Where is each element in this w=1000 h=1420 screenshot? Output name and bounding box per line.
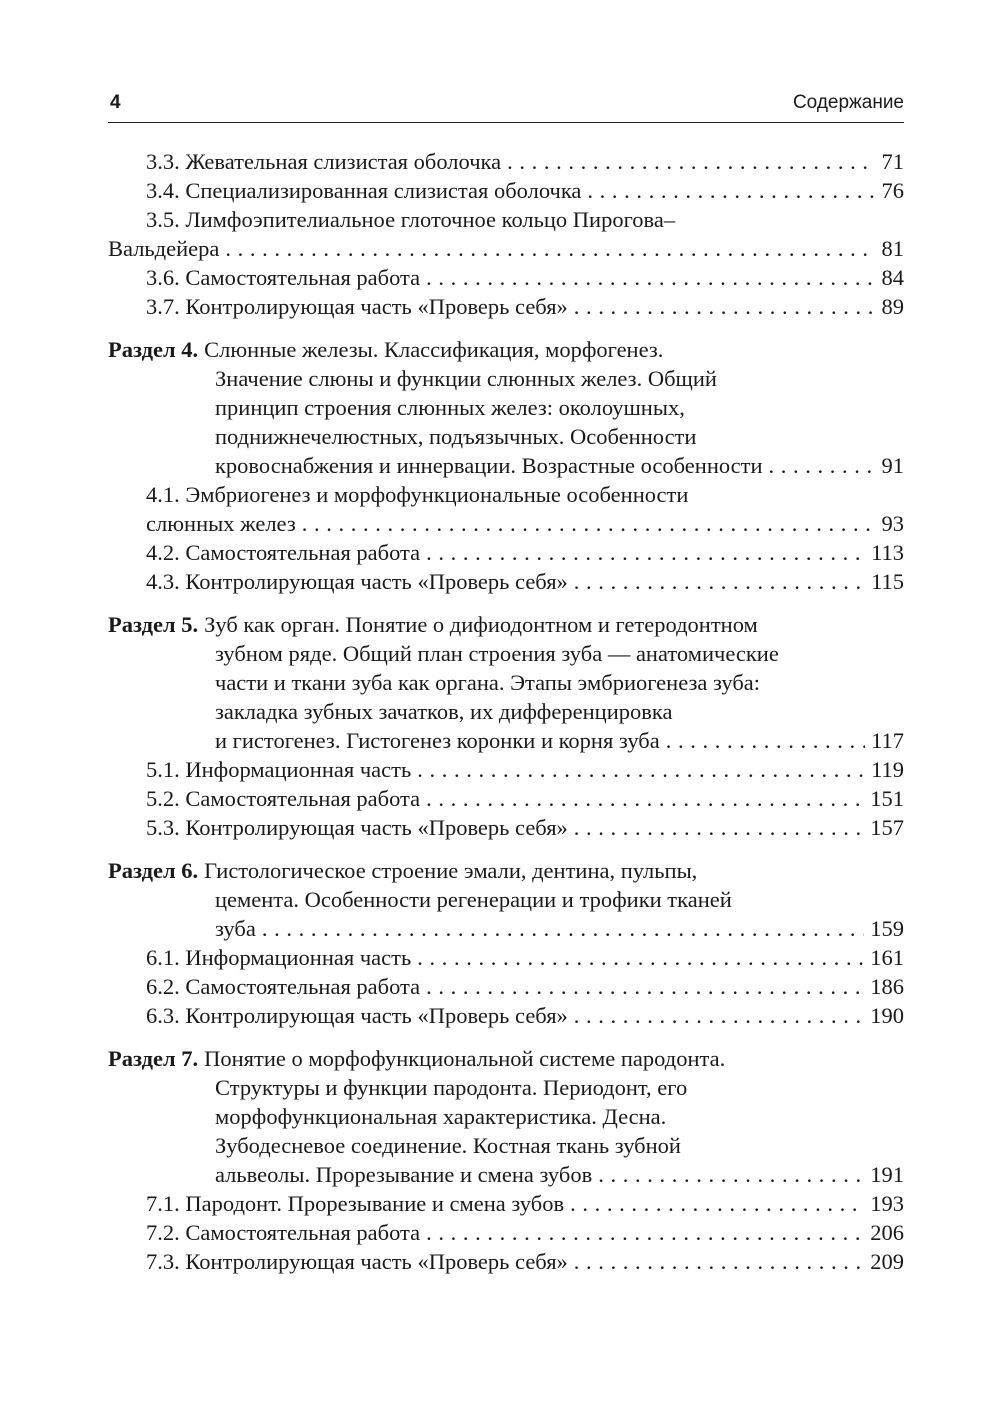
toc-entry[interactable]: 3.6. Самостоятельная работа . . . 84 <box>108 263 904 292</box>
running-title: Содержание <box>792 92 904 113</box>
toc-page-number: 151 <box>870 786 904 811</box>
toc-entry[interactable]: 6.1. Информационная часть . . . 161 <box>108 943 904 972</box>
toc-entry[interactable]: 5.3. Контролирующая часть «Проверь себя» . . . 157 <box>108 813 904 842</box>
running-header <box>108 88 904 123</box>
toc-page-number: 161 <box>870 945 904 970</box>
table-of-contents <box>108 147 904 1290</box>
section-label: Раздел 7. <box>108 1046 199 1071</box>
toc-entry[interactable]: 5.1. Информационная часть . . . 119 <box>108 755 904 784</box>
toc-entry[interactable]: 6.2. Самостоятельная работа . . . 186 <box>108 972 904 1001</box>
toc-entry[interactable]: 7.3. Контролирующая часть «Проверь себя» . . . 209 <box>108 1247 904 1276</box>
toc-section-5: Раздел 5. Зуб как орган. Понятие о дифиодонтном и гетеродонтном зубном ряде. Общий план строения зуба — анатомические части и ткани зуба как органа. Этапы эмбриогенеза зуба: закладка зубных зачатков, их дифференцировка и гистогенез. Гистогенез коронки и корня зуба . . . 117 5.1. Информационная часть . . . 119 5.2. Самостоятельная работа . . . 151 5.3. Контролирующая часть «Проверь себя» . . . 157 <box>108 610 904 842</box>
toc-entry[interactable]: 3.7. Контролирующая часть «Проверь себя» . . . 89 <box>108 292 904 321</box>
toc-page-number: 157 <box>870 815 904 840</box>
toc-page-number: 186 <box>870 974 904 999</box>
toc-entry[interactable]: 7.2. Самостоятельная работа . . . 206 <box>108 1218 904 1247</box>
toc-entry[interactable]: 3.5. Лимфоэпителиальное глоточное кольцо Пирогова– <box>146 207 676 232</box>
toc-page-number: 76 <box>881 178 904 203</box>
toc-page-number: 93 <box>881 511 904 536</box>
toc-page-number: 71 <box>881 149 904 174</box>
toc-page-number: 190 <box>870 1003 904 1028</box>
toc-page-number: 193 <box>870 1191 904 1216</box>
toc-entry[interactable]: 3.3. Жевательная слизистая оболочка . . . 71 <box>108 147 904 176</box>
toc-page-number: 191 <box>870 1162 904 1187</box>
toc-section-7: Раздел 7. Понятие о морфофункциональной системе пародонта. Структуры и функции пародонта. Периодонт, его морфофункциональная характеристика. Десна. Зубодесневое соединение. Костная ткань зубной альвеолы. Прорезывание и смена зубов . . . 191 7.1. Пародонт. Прорезывание и смена зубов . . . 193 7.2. Самостоятельная работа . . . 206 7.3. Контролирующая часть «Проверь себя» . . . 209 <box>108 1044 904 1276</box>
toc-entry[interactable]: 5.2. Самостоятельная работа . . . 151 <box>108 784 904 813</box>
toc-page-number: 113 <box>871 540 904 565</box>
toc-page-number: 209 <box>870 1249 904 1274</box>
toc-page-number: 119 <box>871 757 904 782</box>
toc-entry[interactable]: 4.2. Самостоятельная работа . . . 113 <box>108 538 904 567</box>
toc-entry-continuation[interactable]: слюнных желез . . . 93 <box>108 509 904 538</box>
toc-page-number: 91 <box>881 453 904 478</box>
toc-entry[interactable]: 4.3. Контролирующая часть «Проверь себя» . . . 115 <box>108 567 904 596</box>
toc-page-number: 81 <box>881 236 904 261</box>
toc-page-number: 115 <box>871 569 904 594</box>
toc-entry[interactable]: 6.3. Контролирующая часть «Проверь себя» . . . 190 <box>108 1001 904 1030</box>
toc-entry-continuation[interactable]: Вальдейера . . . 81 <box>108 234 904 263</box>
page-number: 4 <box>110 92 121 113</box>
toc-section-6: Раздел 6. Гистологическое строение эмали, дентина, пульпы, цемента. Особенности регенерации и трофики тканей зуба . . . 159 6.1. Информационная часть . . . 161 6.2. Самостоятельная работа . . . 186 6.3. Контролирующая часть «Проверь себя» . . . 190 <box>108 856 904 1030</box>
section-label: Раздел 5. <box>108 612 199 637</box>
section-label: Раздел 6. <box>108 858 199 883</box>
section-label: Раздел 4. <box>108 337 199 362</box>
toc-entry[interactable]: 7.1. Пародонт. Прорезывание и смена зубов . . . 193 <box>108 1189 904 1218</box>
toc-section-heading[interactable]: Раздел 4. Слюнные железы. Классификация, морфогенез. <box>108 337 664 362</box>
toc-section-heading[interactable]: Раздел 5. Зуб как орган. Понятие о дифиодонтном и гетеродонтном <box>108 612 758 637</box>
toc-page-number: 159 <box>870 916 904 941</box>
toc-entry[interactable]: 4.1. Эмбриогенез и морфофункциональные особенности <box>146 482 689 507</box>
toc-section-heading[interactable]: Раздел 6. Гистологическое строение эмали, дентина, пульпы, <box>108 858 698 883</box>
toc-page-number: 84 <box>881 265 904 290</box>
toc-entry[interactable]: 3.4. Специализированная слизистая оболочка . . . 76 <box>108 176 904 205</box>
toc-page-number: 117 <box>871 728 904 753</box>
toc-section-heading[interactable]: Раздел 7. Понятие о морфофункциональной системе пародонта. <box>108 1046 726 1071</box>
toc-page-number: 206 <box>870 1220 904 1245</box>
toc-section-4: Раздел 4. Слюнные железы. Классификация, морфогенез. Значение слюны и функции слюнных желез. Общий принцип строения слюнных желез: околоушных, поднижнечелюстных, подъязычных. Особенности кровоснабжения и иннервации. Возрастные особенности . . . 91 4.1. Эмбриогенез и морфофункциональные особенности слюнных желез . . . 93 4.2. Самостоятельная работа . . . 113 4.3. Контролирующая часть «Проверь себя» . . . 115 <box>108 335 904 596</box>
toc-section-3-continued <box>108 147 904 321</box>
toc-page-number: 89 <box>881 294 904 319</box>
